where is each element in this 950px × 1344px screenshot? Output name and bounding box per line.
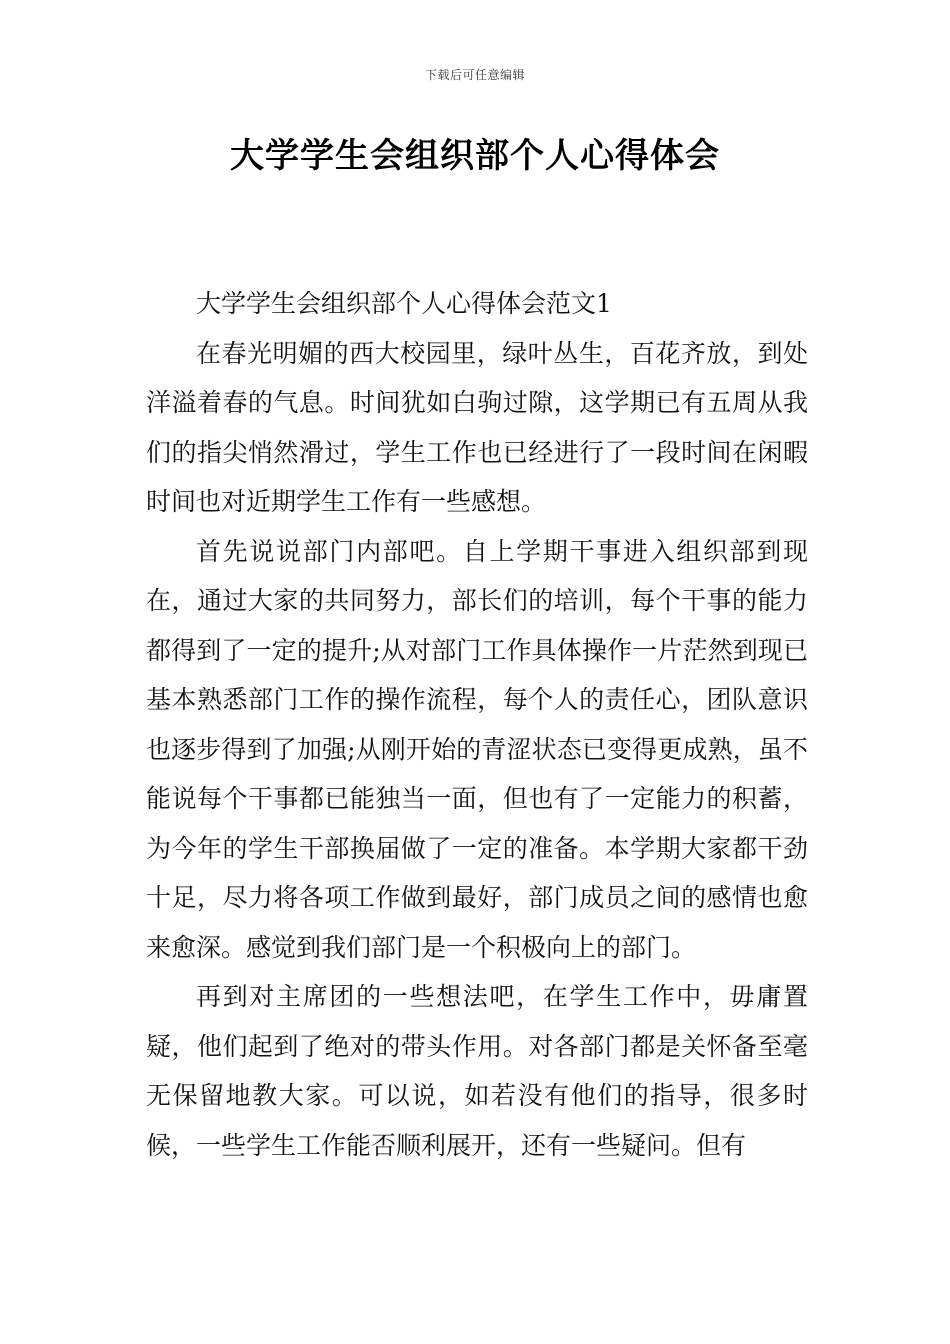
document-title: 大学学生会组织部个人心得体会 xyxy=(230,136,720,176)
paragraph: 在春光明媚的西大校园里，绿叶丛生，百花齐放，到处洋溢着春的气息。时间犹如白驹过隙，这学期已有五周从我们的指尖悄然滑过，学生工作也已经进行了一段时间在闲暇时间也对近期学生工作有一些感想。 xyxy=(146,338,808,516)
header-note: 下载后可任意编辑 xyxy=(424,68,525,82)
section-heading: 大学学生会组织部个人心得体会范文1 xyxy=(196,289,612,318)
paragraph: 再到对主席团的一些想法吧，在学生工作中，毋庸置疑，他们起到了绝对的带头作用。对各部门都是关怀备至毫无保留地教大家。可以说，如若没有他们的指导，很多时候，一些学生工作能否顺利展开，还有一些疑问。但有 xyxy=(146,982,808,1160)
paragraph: 首先说说部门内部吧。自上学期干事进入组织部到现在，通过大家的共同努力，部长们的培训，每个干事的能力都得到了一定的提升;从对部门工作具体操作一片茫然到现已基本熟悉部门工作的操作流程，每个人的责任心，团队意识也逐步得到了加强;从刚开始的青涩状态已变得更成熟，虽不能说每个干事都已能独当一面，但也有了一定能力的积蓄，为今年的学生干部换届做了一定的准备。本学期大家都干劲十足，尽力将各项工作做到最好，部门成员之间的感情也愈来愈深。感觉到我们部门是一个积极向上的部门。 xyxy=(146,536,808,962)
document-body xyxy=(146,279,808,1170)
